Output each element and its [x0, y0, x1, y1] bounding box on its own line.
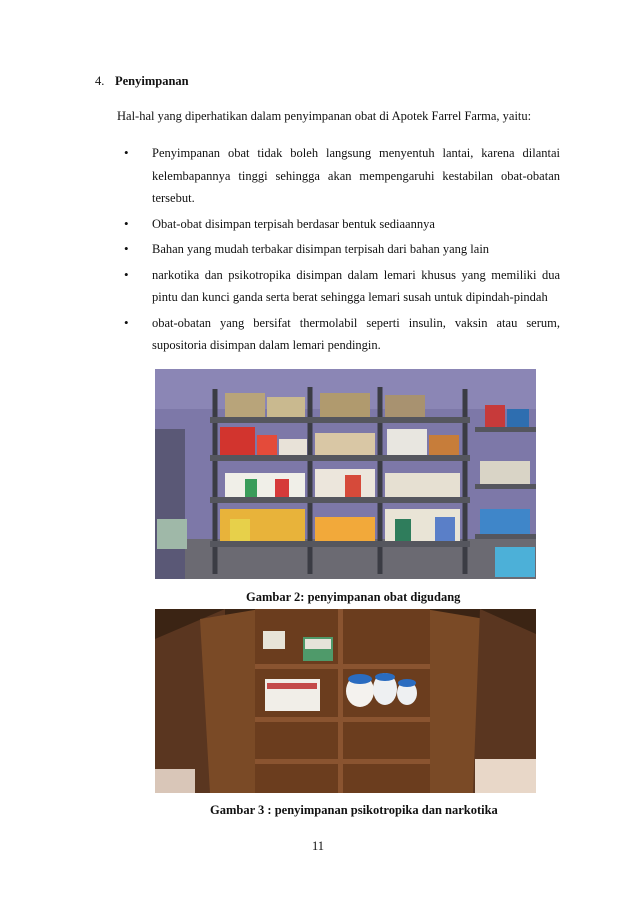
narcotics-cabinet-photo	[155, 609, 536, 793]
section-heading	[95, 74, 189, 89]
bullet-text: narkotika dan psikotropika disimpan dalam lemari khusus yang memiliki dua pintu dan kunci ganda serta berat sehingga lemari susah untuk dipindah-pindah	[152, 267, 560, 304]
bullet-icon: •	[124, 314, 129, 330]
figure-2-caption: Gambar 2: penyimpanan obat digudang	[246, 590, 461, 604]
bullet-item	[122, 213, 560, 236]
bullet-icon: •	[124, 145, 129, 160]
bullet-list	[122, 142, 560, 360]
intro-paragraph: Hal-hal yang diperhatikan dalam penyimpanan obat di Apotek Farrel Farma, yaitu:	[117, 109, 532, 123]
bullet-text: Obat-obat disimpan terpisah berdasar bentuk sediaannya	[152, 216, 435, 231]
bullet-text: Penyimpanan obat tidak boleh langsung menyentuh lantai, karena dilantai kelembapannya tinggi sehingga akan mempengaruhi kestabilan obat-obatan tersebut.	[152, 146, 560, 205]
bullet-item	[122, 238, 560, 261]
bullet-icon: •	[124, 266, 129, 282]
page-number: 11	[312, 839, 325, 853]
bullet-icon: •	[124, 241, 129, 256]
bullet-item	[122, 264, 560, 309]
figure-3-caption: Gambar 3 : penyimpanan psikotropika dan narkotika	[210, 803, 498, 817]
warehouse-shelves-photo	[155, 369, 536, 579]
section-number: 4.	[95, 74, 105, 88]
bullet-item	[122, 312, 560, 357]
bullet-item	[122, 142, 560, 210]
section-title: Penyimpanan	[115, 74, 189, 88]
bullet-text: Bahan yang mudah terbakar disimpan terpisah dari bahan yang lain	[152, 242, 490, 256]
bullet-icon: •	[124, 215, 129, 231]
bullet-text: obat-obatan yang bersifat thermolabil seperti insulin, vaksin atau serum, supositoria disimpan dalam lemari pendingin.	[152, 315, 560, 352]
